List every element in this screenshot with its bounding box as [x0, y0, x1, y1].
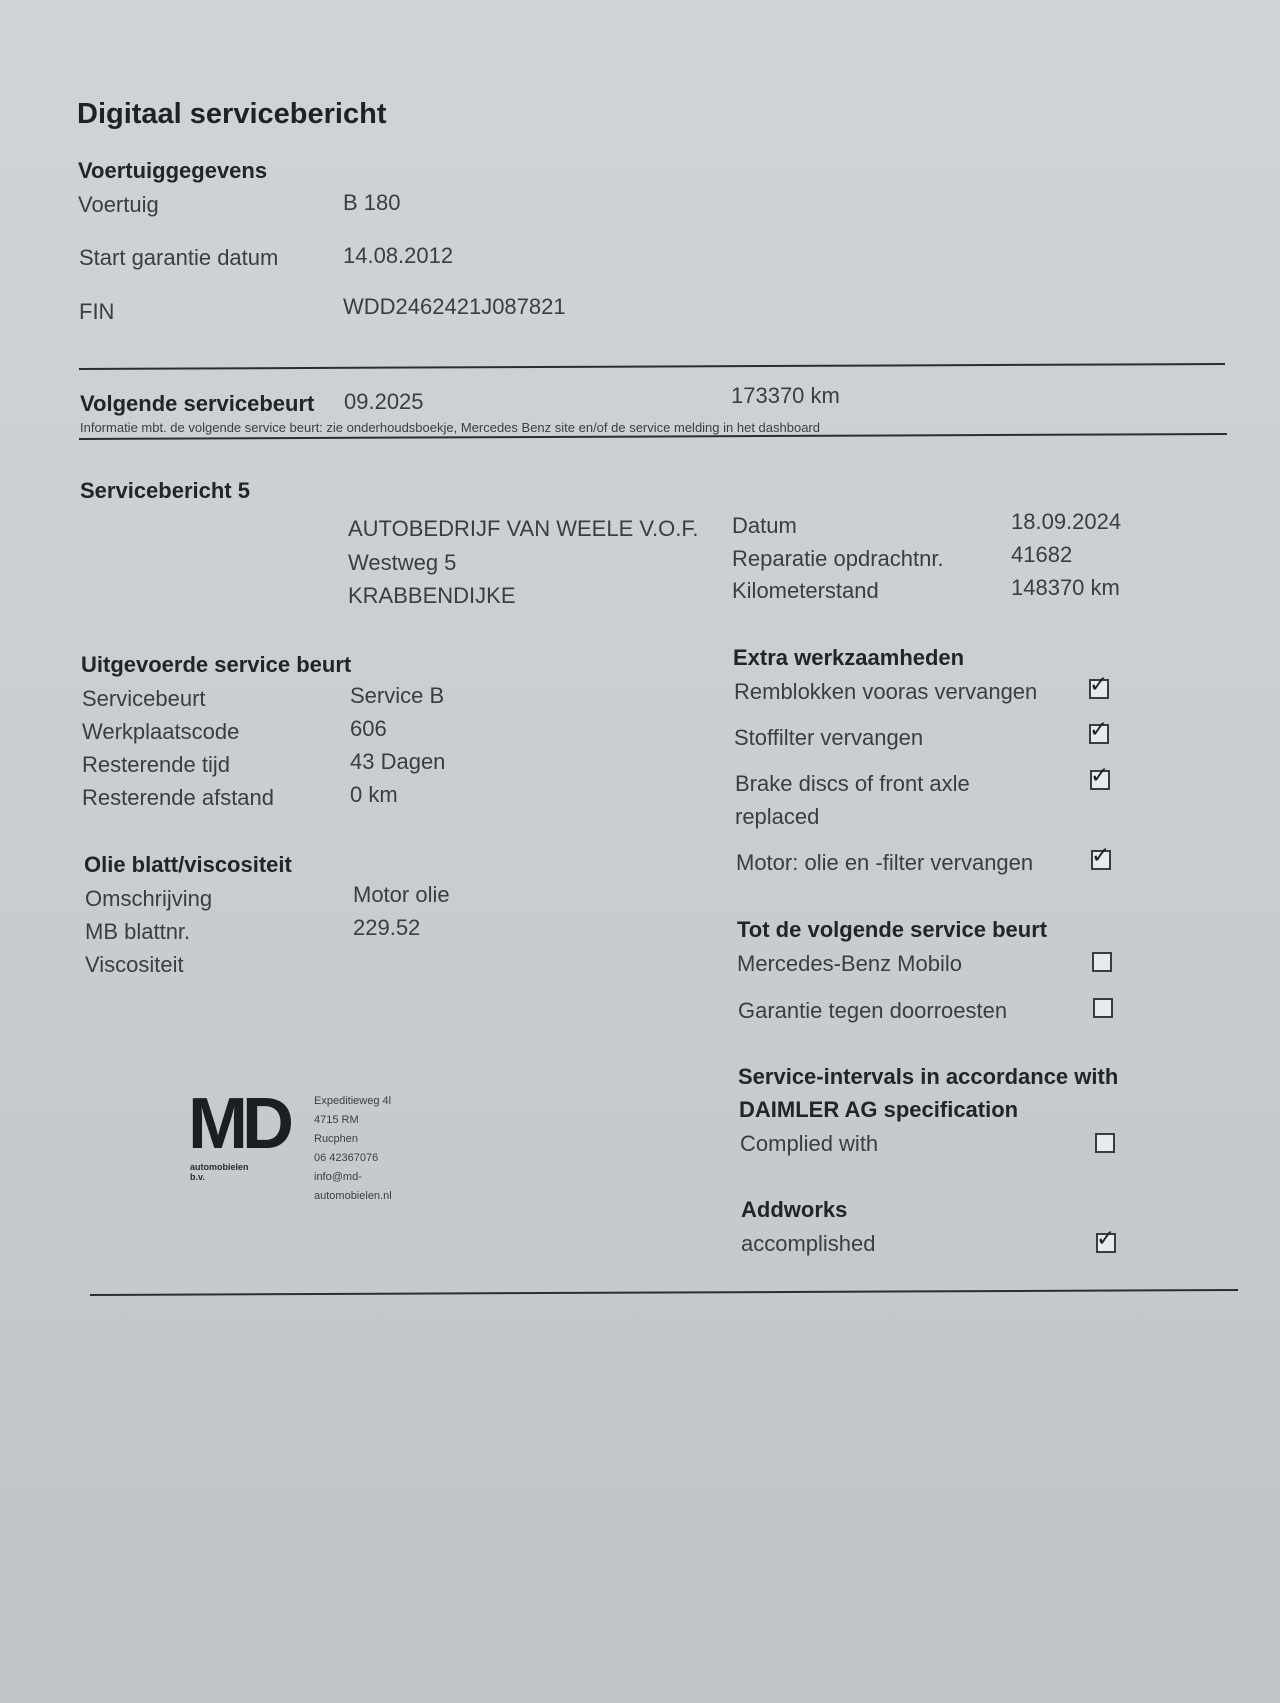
workshop-code-value: 606	[350, 716, 387, 741]
next-service-date: 09.2025	[344, 389, 424, 414]
remaining-distance-label: Resterende afstand	[82, 785, 275, 810]
check-icon: ✓	[1091, 843, 1111, 869]
extra-item-label: Motor: olie en -filter vervangen	[736, 850, 1034, 875]
addworks-item-label: accomplished	[741, 1231, 876, 1256]
until-next-item-label: Garantie tegen doorroesten	[738, 998, 1008, 1023]
service-heading: Uitgevoerde service beurt	[81, 652, 352, 677]
extra-checkbox[interactable]	[1091, 843, 1111, 870]
intervals-heading-line2: DAIMLER AG specification	[739, 1097, 1019, 1122]
logo-address	[314, 1092, 392, 1206]
fin-value: WDD2462421J087821	[343, 294, 566, 319]
remaining-time-value: 43 Dagen	[350, 749, 446, 774]
extra-item-label-continued: replaced	[735, 804, 820, 829]
logo-address-line: Expeditieweg 4l	[314, 1095, 392, 1107]
remaining-time-label: Resterende tijd	[82, 752, 230, 777]
next-service-km: 173370 km	[731, 383, 840, 408]
warranty-start-value: 14.08.2012	[343, 243, 454, 268]
mb-sheet-value: 229.52	[353, 915, 421, 940]
logo-subtitle: automobielen b.v.	[190, 1162, 249, 1182]
workshop-code-label: Werkplaatscode	[82, 719, 240, 744]
extra-item-label: Remblokken vooras vervangen	[734, 679, 1038, 704]
next-service-label: Volgende servicebeurt	[80, 391, 315, 416]
logo-address-line: info@md-automobielen.nl	[314, 1171, 392, 1202]
mb-sheet-label: MB blattnr.	[85, 919, 191, 944]
vehicle-value: B 180	[343, 190, 401, 215]
divider-top	[79, 363, 1225, 370]
check-icon: ✓	[1089, 672, 1109, 698]
page-title: Digitaal servicebericht	[77, 98, 387, 130]
vehicle-label: Voertuig	[78, 192, 159, 217]
next-service-info: Informatie mbt. de volgende service beurt: zie onderhoudsboekje, Mercedes Benz site en/of de service melding in het dashboard	[80, 420, 820, 435]
odometer-value: 148370 km	[1011, 575, 1120, 600]
extra-heading: Extra werkzaamheden	[733, 645, 965, 670]
odometer-label: Kilometerstand	[732, 578, 879, 603]
addworks-checkbox[interactable]	[1096, 1226, 1116, 1253]
until-next-item-label: Mercedes-Benz Mobilo	[737, 951, 962, 976]
check-icon: ✓	[1096, 1226, 1116, 1252]
check-icon: ✓	[1089, 717, 1109, 743]
intervals-heading: Service-intervals in accordance with	[738, 1064, 1119, 1089]
until-next-heading: Tot de volgende service beurt	[737, 917, 1048, 942]
logo-address-line: 4715 RM Rucphen	[314, 1114, 359, 1145]
divider-footer	[90, 1289, 1238, 1296]
extra-checkbox[interactable]	[1089, 672, 1109, 699]
service-type-label: Servicebeurt	[82, 686, 206, 711]
until-next-checkbox[interactable]	[1093, 998, 1113, 1018]
oil-heading: Olie blatt/viscositeit	[84, 852, 292, 877]
addworks-heading: Addworks	[741, 1197, 848, 1222]
order-label: Reparatie opdrachtnr.	[732, 546, 944, 571]
intervals-checkbox[interactable]	[1095, 1133, 1115, 1153]
garage-name: AUTOBEDRIJF VAN WEELE V.O.F.	[348, 516, 699, 541]
extra-checkbox[interactable]	[1089, 717, 1109, 744]
date-label: Datum	[732, 513, 797, 538]
vehicle-heading: Voertuiggegevens	[78, 158, 268, 183]
date-value: 18.09.2024	[1011, 509, 1122, 534]
until-next-checkbox[interactable]	[1092, 952, 1112, 972]
intervals-item-label: Complied with	[740, 1131, 879, 1156]
garage-street: Westweg 5	[348, 550, 457, 575]
extra-checkbox[interactable]	[1090, 763, 1110, 790]
viscosity-label: Viscositeit	[85, 952, 184, 977]
logo-mark: MD	[188, 1084, 288, 1164]
logo-address-line: 06 42367076	[314, 1152, 379, 1164]
order-value: 41682	[1011, 542, 1073, 567]
oil-description-value: Motor olie	[353, 882, 450, 907]
check-icon: ✓	[1090, 763, 1110, 789]
warranty-start-label: Start garantie datum	[79, 245, 279, 270]
garage-city: KRABBENDIJKE	[348, 583, 516, 608]
remaining-distance-value: 0 km	[350, 782, 398, 807]
oil-description-label: Omschrijving	[85, 886, 213, 911]
fin-label: FIN	[79, 299, 115, 324]
extra-item-label: Stoffilter vervangen	[734, 725, 924, 750]
service-type-value: Service B	[350, 683, 445, 708]
extra-item-label: Brake discs of front axle	[735, 771, 970, 796]
message-heading: Servicebericht 5	[80, 478, 250, 503]
